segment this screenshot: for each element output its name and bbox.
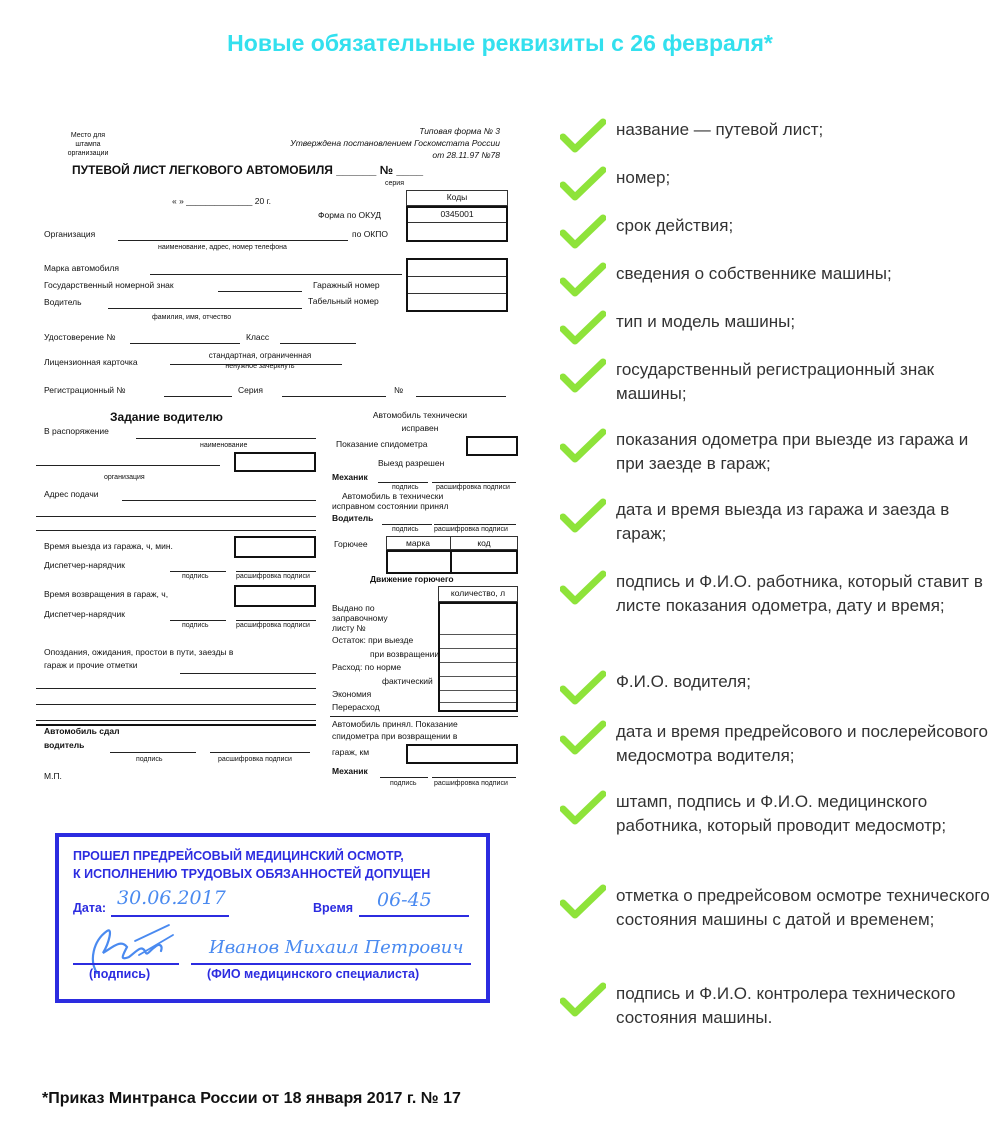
stamp-signature-caption: (подпись) <box>89 967 151 981</box>
medical-stamp <box>55 833 490 1003</box>
sign-caption-6: подпись <box>390 780 417 787</box>
stamp-time-value: 06-45 <box>377 889 432 911</box>
stamp-line-1: ПРОШЕЛ ПРЕДРЕЙСОВЫЙ МЕДИЦИНСКИЙ ОСМОТР, <box>73 849 404 863</box>
fuel-row-7: фактический <box>382 676 433 686</box>
waybill-form <box>30 120 520 800</box>
stamp-name-caption: (ФИО медицинского специалиста) <box>207 967 420 981</box>
disposal-label: В распоряжение <box>44 426 109 436</box>
decode-caption-4: расшифровка подписи <box>436 484 510 491</box>
quantity-header: количество, л <box>450 588 506 598</box>
fuel-label: Горючее <box>334 539 368 549</box>
garage-no-label: Гаражный номер <box>313 280 380 290</box>
return-accept-3: гараж, км <box>332 747 370 757</box>
requirement-text: сведения о собственнике машины; <box>616 264 892 283</box>
requirement-text: номер; <box>616 168 671 187</box>
license-label: Удостоверение № <box>44 332 116 342</box>
okud-label: Форма по ОКУД <box>318 210 381 220</box>
checkmark-icon <box>560 790 606 826</box>
fuel-row-6: Расход: по норме <box>332 662 402 672</box>
checkmark-icon <box>560 262 606 298</box>
mp-label: М.П. <box>44 771 62 781</box>
sign-caption-5: подпись <box>392 526 419 533</box>
checkmark-icon <box>560 118 606 154</box>
codes-header: Коды <box>446 192 468 202</box>
requirement-text: отметка о предрейсовом осмотре технического состояния машины с датой и временем; <box>616 886 990 929</box>
requirement-text: подпись и Ф.И.О. контролера технического состояния машины. <box>616 984 956 1027</box>
series-label: Серия <box>238 385 263 395</box>
driver-label-right: Водитель <box>332 513 374 523</box>
requirement-text: подпись и Ф.И.О. работника, который ставит в листе показания одометра, дату и время; <box>616 572 983 615</box>
checkmark-icon <box>560 884 606 920</box>
requirement-text: дата и время выезда из гаража и заезда в гараж; <box>616 500 950 543</box>
requirement-text: государственный регистрационный знак машины; <box>616 360 935 403</box>
car-accepted-2: исправном состоянии принял <box>332 501 449 511</box>
fuel-movement-title: Движение горючего <box>370 574 454 584</box>
fuel-row-2: заправочному <box>332 613 388 623</box>
car-handed-label: Автомобиль сдал <box>44 726 120 736</box>
odometer-label: Показание спидометра <box>336 439 428 449</box>
form-heading: ПУТЕВОЙ ЛИСТ ЛЕГКОВОГО АВТОМОБИЛЯ ______ № ____ <box>72 163 424 177</box>
name-caption: наименование <box>200 442 248 449</box>
org-caption: организация <box>104 474 145 481</box>
fuel-row-9: Перерасход <box>332 702 380 712</box>
date-line: « » ______________ 20 г. <box>172 196 271 206</box>
driver-label: Водитель <box>44 297 82 307</box>
driver-caption: фамилия, имя, отчество <box>152 314 232 321</box>
fuel-row-1: Выдано по <box>332 603 375 613</box>
stamp-date-value: 30.06.2017 <box>117 887 226 909</box>
stamp-time-label: Время <box>313 901 353 915</box>
decode-caption-2: расшифровка подписи <box>236 622 310 629</box>
return-accept-2: спидометра при возвращении в <box>332 731 458 741</box>
stamp-place-3: организации <box>67 150 109 157</box>
reg-no-label: Регистрационный № <box>44 385 126 395</box>
requirement-text: штамп, подпись и Ф.И.О. медицинского работника, который проводит медосмотр; <box>616 792 947 835</box>
checkmark-icon <box>560 358 606 394</box>
organization-caption: наименование, адрес, номер телефона <box>158 244 287 251</box>
sign-caption-3: подпись <box>136 756 163 763</box>
tab-no-label: Табельный номер <box>308 296 379 306</box>
decode-caption-1: расшифровка подписи <box>236 573 310 580</box>
checkmark-icon <box>560 428 606 464</box>
requirement-text: показания одометра при выезде из гаража и при заезде в гараж; <box>616 430 969 473</box>
departure-time-label: Время выезда из гаража, ч, мин. <box>44 541 173 551</box>
license-card-caption-1: стандартная, ограниченная <box>208 351 312 360</box>
fuel-brand: марка <box>406 538 430 548</box>
approval-2: Утверждена постановлением Госкомстата России <box>290 138 500 148</box>
return-accept-1: Автомобиль принял. Показание <box>332 719 458 729</box>
okpo-label: по ОКПО <box>352 229 388 239</box>
return-time-label: Время возвращения в гараж, ч, <box>44 589 169 599</box>
requirement-text: дата и время предрейсового и послерейсового медосмотра водителя; <box>616 722 988 765</box>
stamp-place-2: штампа <box>75 141 101 148</box>
okud-value: 0345001 <box>440 209 474 219</box>
stamp-line-2: К ИСПОЛНЕНИЮ ТРУДОВЫХ ОБЯЗАННОСТЕЙ ДОПУЩЕН <box>73 867 431 881</box>
stamp-date-label: Дата: <box>73 901 107 915</box>
license-card-label: Лицензионная карточка <box>44 357 138 367</box>
decode-caption-6: расшифровка подписи <box>434 780 508 787</box>
address-label: Адрес подачи <box>44 489 99 499</box>
tech-ok-1: Автомобиль технически <box>372 410 468 420</box>
approval-3: от 28.11.97 №78 <box>432 150 500 160</box>
delays-label-1: Опоздания, ожидания, простои в пути, заезды в <box>44 647 234 657</box>
page-title: Новые обязательные реквизиты с 26 февраля* <box>227 30 773 56</box>
requirement-text: тип и модель машины; <box>616 312 796 331</box>
requirement-text: Ф.И.О. водителя; <box>616 672 751 691</box>
fuel-row-4: Остаток: при выезде <box>332 635 414 645</box>
tech-ok-2: исправен <box>401 423 439 433</box>
fuel-code: код <box>477 538 491 548</box>
stamp-name-value: Иванов Михаил Петрович <box>209 937 464 958</box>
sign-caption-4: подпись <box>392 484 419 491</box>
class-label: Класс <box>246 332 270 342</box>
checkmark-icon <box>560 214 606 250</box>
series-caption: серия <box>385 180 404 187</box>
checkmark-icon <box>560 982 606 1018</box>
approval-1: Типовая форма № 3 <box>419 126 500 136</box>
fuel-row-5: при возвращении <box>370 649 440 659</box>
checkmark-icon <box>560 166 606 202</box>
organization-label: Организация <box>44 229 96 239</box>
number-label: № <box>394 385 404 395</box>
delays-label-2: гараж и прочие отметки <box>44 660 138 670</box>
footer-note: *Приказ Минтранса России от 18 января 2017 г. № 17 <box>42 1090 461 1107</box>
driver-short-label: водитель <box>44 740 85 750</box>
dispatcher-label-2: Диспетчер-нарядчик <box>44 609 125 619</box>
plate-label: Государственный номерной знак <box>44 280 174 290</box>
mechanic-label-1: Механик <box>332 472 368 482</box>
requirement-text: срок действия; <box>616 216 734 235</box>
decode-caption-3: расшифровка подписи <box>218 756 292 763</box>
license-card-caption-2: ненужное зачеркнуть <box>225 363 295 370</box>
checkmark-icon <box>560 570 606 606</box>
fuel-row-3: листу № <box>332 623 366 633</box>
task-title: Задание водителю <box>110 410 223 424</box>
sign-caption-1: подпись <box>182 573 209 580</box>
exit-allowed-label: Выезд разрешен <box>378 458 445 468</box>
car-brand-label: Марка автомобиля <box>44 263 119 273</box>
checkmark-icon <box>560 670 606 706</box>
dispatcher-label-1: Диспетчер-нарядчик <box>44 560 125 570</box>
checkmark-icon <box>560 498 606 534</box>
checkmark-icon <box>560 310 606 346</box>
car-accepted-1: Автомобиль в технически <box>342 491 444 501</box>
fuel-row-8: Экономия <box>332 689 372 699</box>
checkmark-icon <box>560 720 606 756</box>
decode-caption-5: расшифровка подписи <box>434 526 508 533</box>
mechanic-label-2: Механик <box>332 766 368 776</box>
stamp-place-1: Место для <box>70 132 106 139</box>
sign-caption-2: подпись <box>182 622 209 629</box>
requirement-text: название — путевой лист; <box>616 120 824 139</box>
